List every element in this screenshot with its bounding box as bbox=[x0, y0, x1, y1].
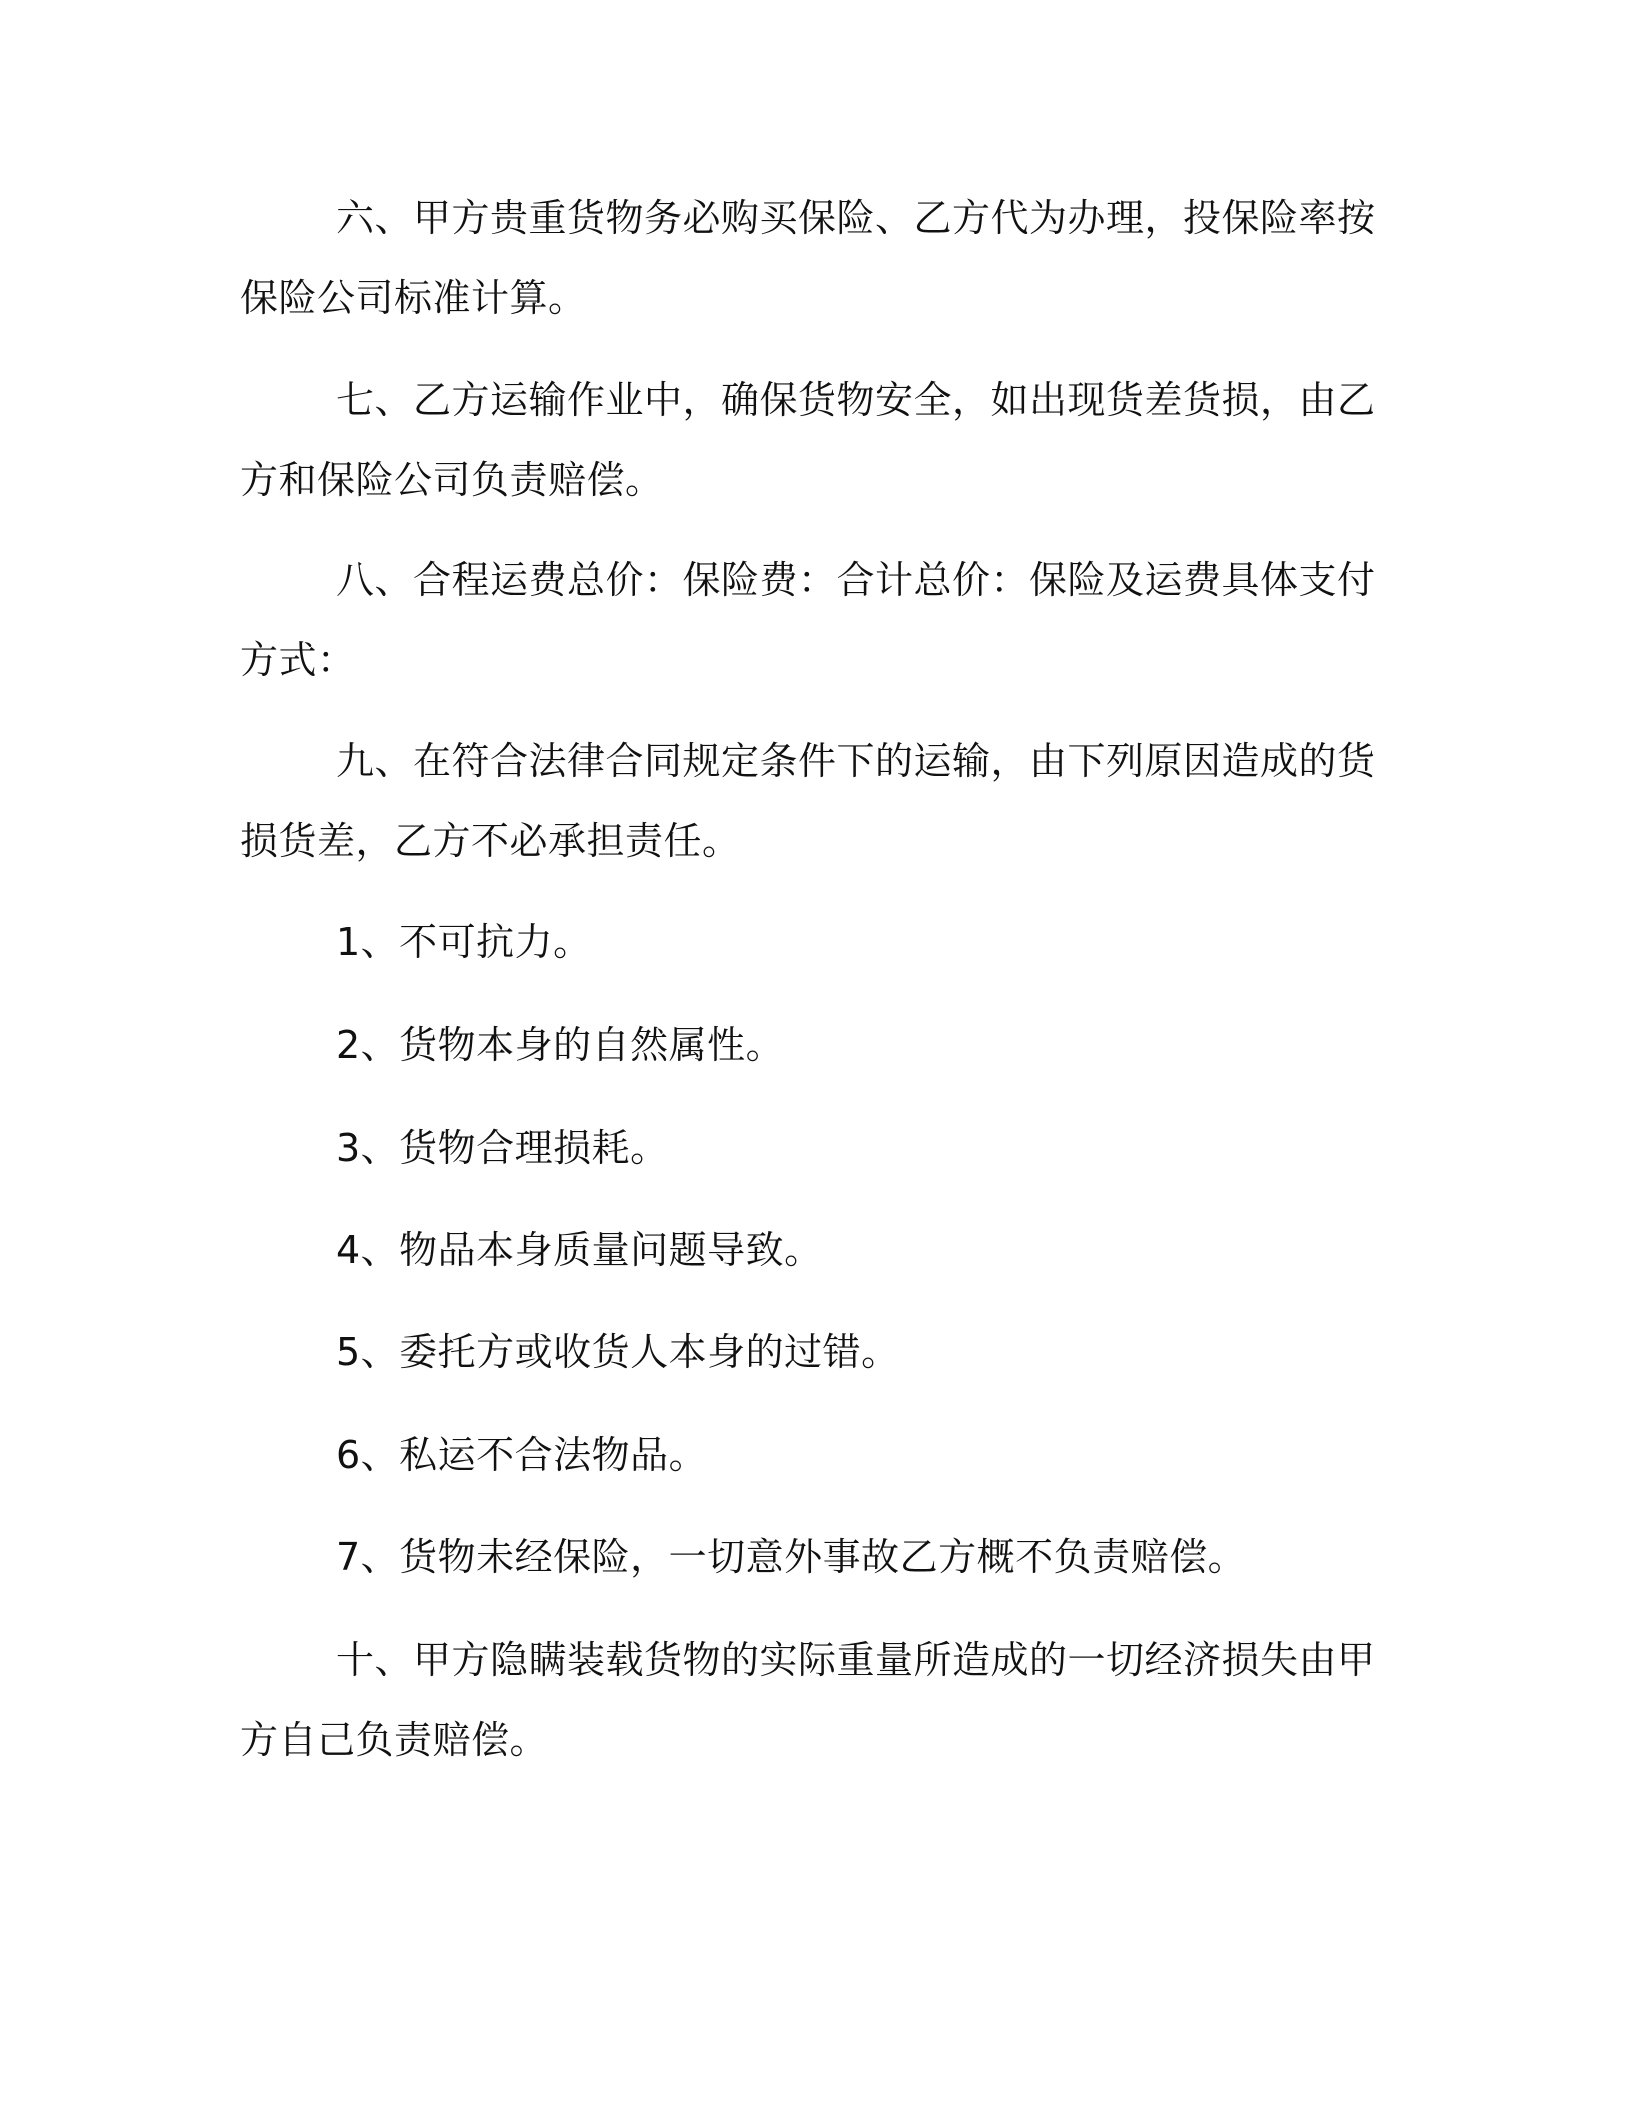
clause-9: 九、在符合法律合同规定条件下的运输，由下列原因造成的货损货差，乙方不必承担责任。 bbox=[240, 739, 1376, 863]
exemption-item-3: 3、货物合理损耗。 bbox=[336, 1126, 669, 1170]
exemption-item-5: 5、委托方或收货人本身的过错。 bbox=[336, 1330, 900, 1374]
clause-8: 八、合程运费总价：保险费：合计总价：保险及运费具体支付方式： bbox=[240, 558, 1376, 682]
exemption-item-6: 6、私运不合法物品。 bbox=[336, 1433, 708, 1477]
clause-10: 十、甲方隐瞒装载货物的实际重量所造成的一切经济损失由甲方自己负责赔偿。 bbox=[240, 1638, 1376, 1762]
exemption-item-1: 1、不可抗力。 bbox=[336, 920, 592, 964]
clause-7: 七、乙方运输作业中，确保货物安全，如出现货差货损，由乙方和保险公司负责赔偿。 bbox=[240, 378, 1376, 502]
exemption-item-7: 7、货物未经保险，一切意外事故乙方概不负责赔偿。 bbox=[336, 1535, 1247, 1579]
exemption-item-4: 4、物品本身质量问题导致。 bbox=[336, 1228, 823, 1272]
exemption-item-2: 2、货物本身的自然属性。 bbox=[336, 1023, 785, 1067]
clause-6: 六、甲方贵重货物务必购买保险、乙方代为办理，投保险率按保险公司标准计算。 bbox=[240, 196, 1376, 320]
